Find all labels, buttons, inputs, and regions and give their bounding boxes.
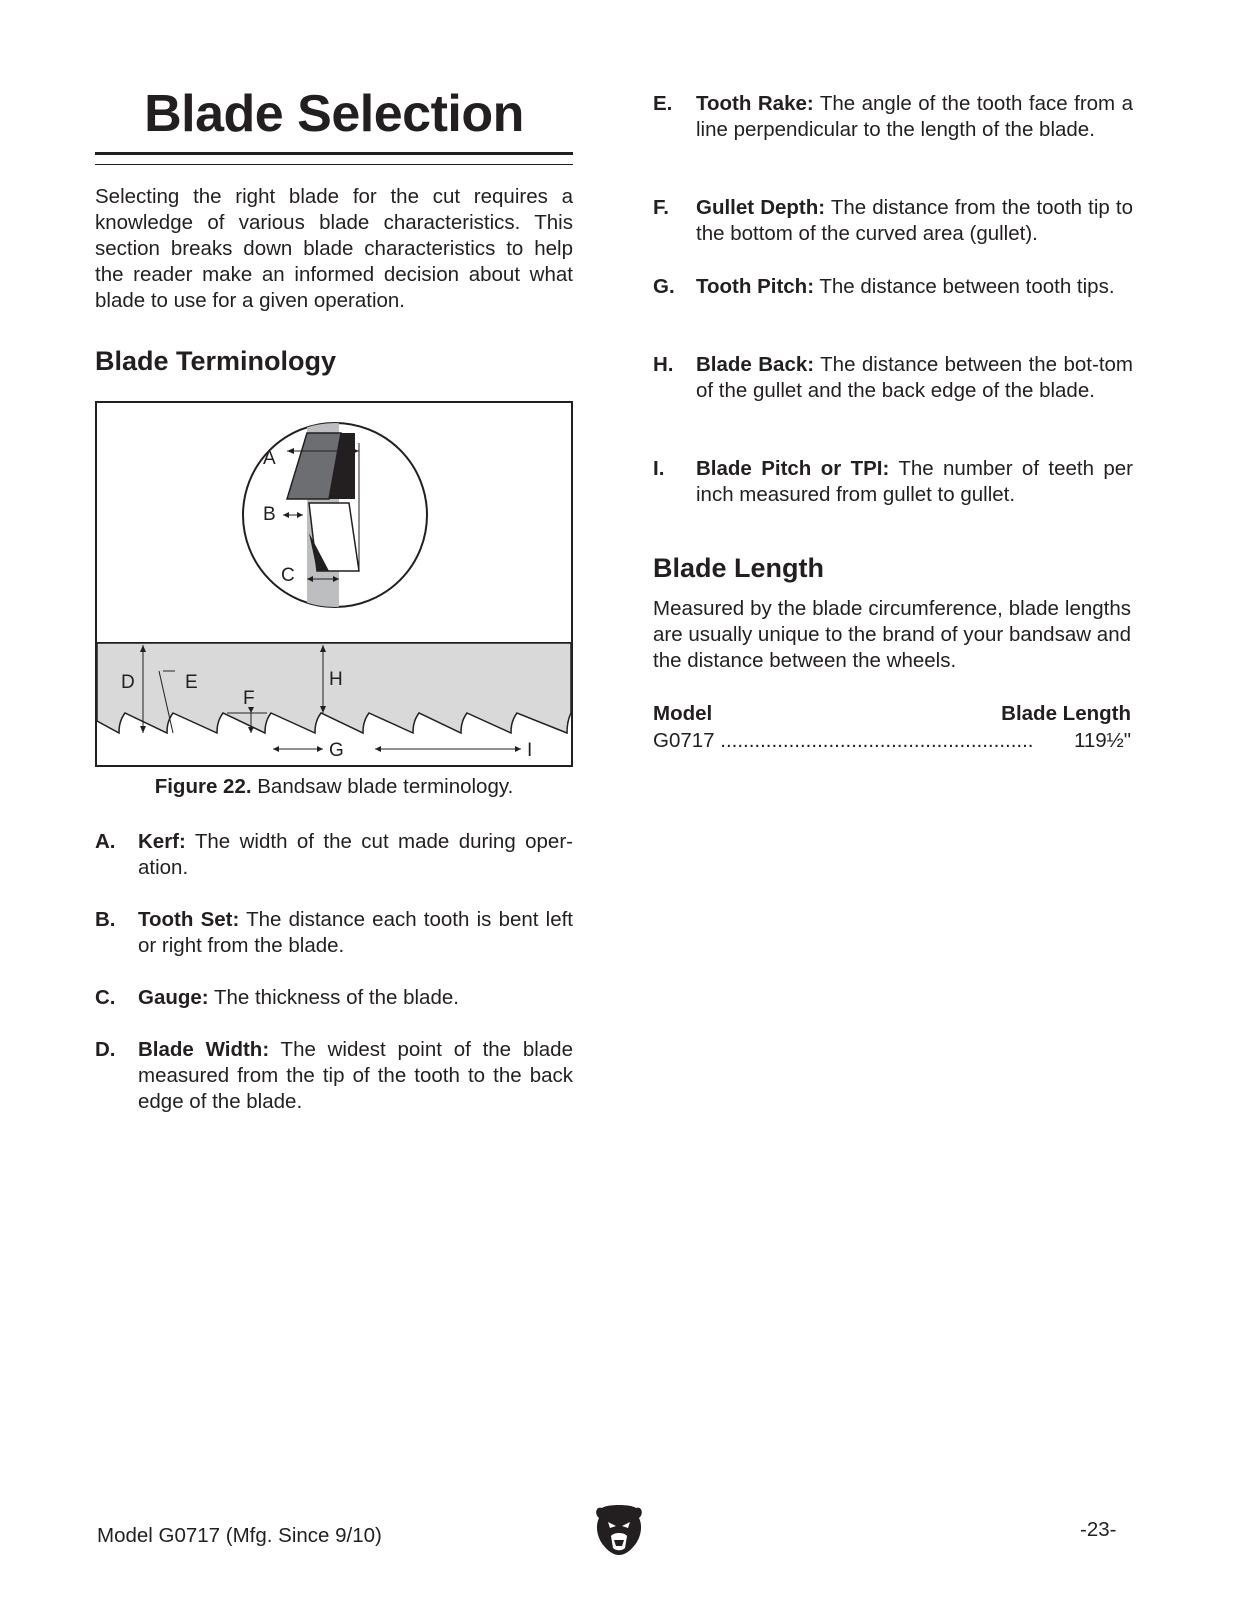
term-text: The number of teeth per inch measured from gullet to gullet. — [696, 457, 1133, 506]
term-text: The distance between the bot-tom of the gullet and the back edge of the blade. — [696, 353, 1134, 402]
term-name: Gauge: — [138, 986, 209, 1009]
term-text: The distance between tooth tips. — [814, 275, 1115, 298]
table-cell-length: 119½" — [1073, 729, 1131, 752]
term-a — [95, 829, 573, 881]
table-row — [653, 729, 1131, 753]
term-h — [653, 352, 1133, 404]
term-letter: C. — [95, 986, 116, 1009]
term-c — [95, 985, 573, 1011]
term-letter: D. — [95, 1038, 116, 1061]
term-text: The angle of the tooth face from a line perpendicular to the length of the blade. — [696, 92, 1133, 141]
page-number: -23- — [1080, 1518, 1117, 1541]
term-name: Blade Back: — [696, 353, 815, 376]
term-d — [95, 1037, 573, 1115]
term-text: The distance from the tooth tip to the bottom of the curved area (gullet). — [696, 196, 1133, 245]
term-letter: I. — [653, 457, 665, 480]
term-text: The thickness of the blade. — [208, 986, 459, 1009]
blade-length-heading: Blade Length — [653, 553, 825, 583]
figure-caption-number: Figure 22. — [154, 775, 252, 798]
term-name: Blade Pitch or TPI: — [696, 457, 890, 480]
term-letter: F. — [653, 196, 669, 219]
term-name: Blade Width: — [138, 1038, 270, 1061]
blade-length-table-header — [653, 702, 1131, 726]
term-name: Tooth Set: — [138, 908, 240, 931]
term-text: The distance each tooth is bent left or right from the blade. — [138, 908, 573, 957]
table-header-model: Model — [653, 702, 713, 725]
figure-label-e: E — [185, 672, 198, 693]
term-letter: B. — [95, 908, 116, 931]
title-rule-thin — [95, 164, 573, 165]
blade-diagram — [97, 403, 571, 765]
term-text: The width of the cut made during oper-ation. — [138, 830, 573, 879]
title-rule-thick — [95, 152, 573, 155]
blade-terminology-heading: Blade Terminology — [95, 346, 337, 376]
figure-label-g: G — [329, 740, 344, 761]
intro-paragraph: Selecting the right blade for the cut requires a knowledge of various blade characteristics. This section breaks down blade characteristics to help the reader make an informed decision about what blade to use for a given operation. — [95, 185, 573, 312]
term-i — [653, 456, 1133, 508]
term-letter: A. — [95, 830, 116, 853]
term-name: Gullet Depth: — [696, 196, 826, 219]
term-name: Tooth Rake: — [696, 92, 814, 115]
term-b — [95, 907, 573, 959]
term-name: Kerf: — [138, 830, 186, 853]
figure-label-i: I — [527, 740, 533, 761]
figure-label-b: B — [263, 504, 276, 525]
figure-label-f: F — [243, 688, 255, 709]
figure-label-h: H — [329, 669, 343, 690]
term-text: The widest point of the blade measured from the tip of the tooth to the back edge of the blade. — [138, 1038, 573, 1113]
term-f — [653, 195, 1133, 247]
blade-length-paragraph: Measured by the blade circumference, blade lengths are usually unique to the brand of your bandsaw and the distance between the wheels. — [653, 597, 1131, 672]
term-g — [653, 274, 1133, 300]
figure-caption-text: Bandsaw blade terminology. — [251, 775, 514, 798]
term-e — [653, 91, 1133, 143]
term-letter: H. — [653, 353, 674, 376]
term-letter: E. — [653, 92, 673, 115]
table-header-length: Blade Length — [1001, 702, 1131, 725]
footer-model: Model G0717 (Mfg. Since 9/10) — [97, 1524, 382, 1547]
bear-head-logo-icon — [594, 1502, 644, 1556]
figure-caption — [95, 775, 573, 799]
page-title: Blade Selection — [144, 85, 524, 143]
figure-label-d: D — [121, 672, 135, 693]
figure-label-c: C — [281, 565, 295, 586]
blade-terminology-figure — [95, 401, 573, 767]
figure-label-a: A — [263, 448, 276, 469]
term-name: Tooth Pitch: — [696, 275, 815, 298]
term-letter: G. — [653, 275, 675, 298]
table-cell-model: G0717 ....................................................... — [653, 729, 1034, 752]
